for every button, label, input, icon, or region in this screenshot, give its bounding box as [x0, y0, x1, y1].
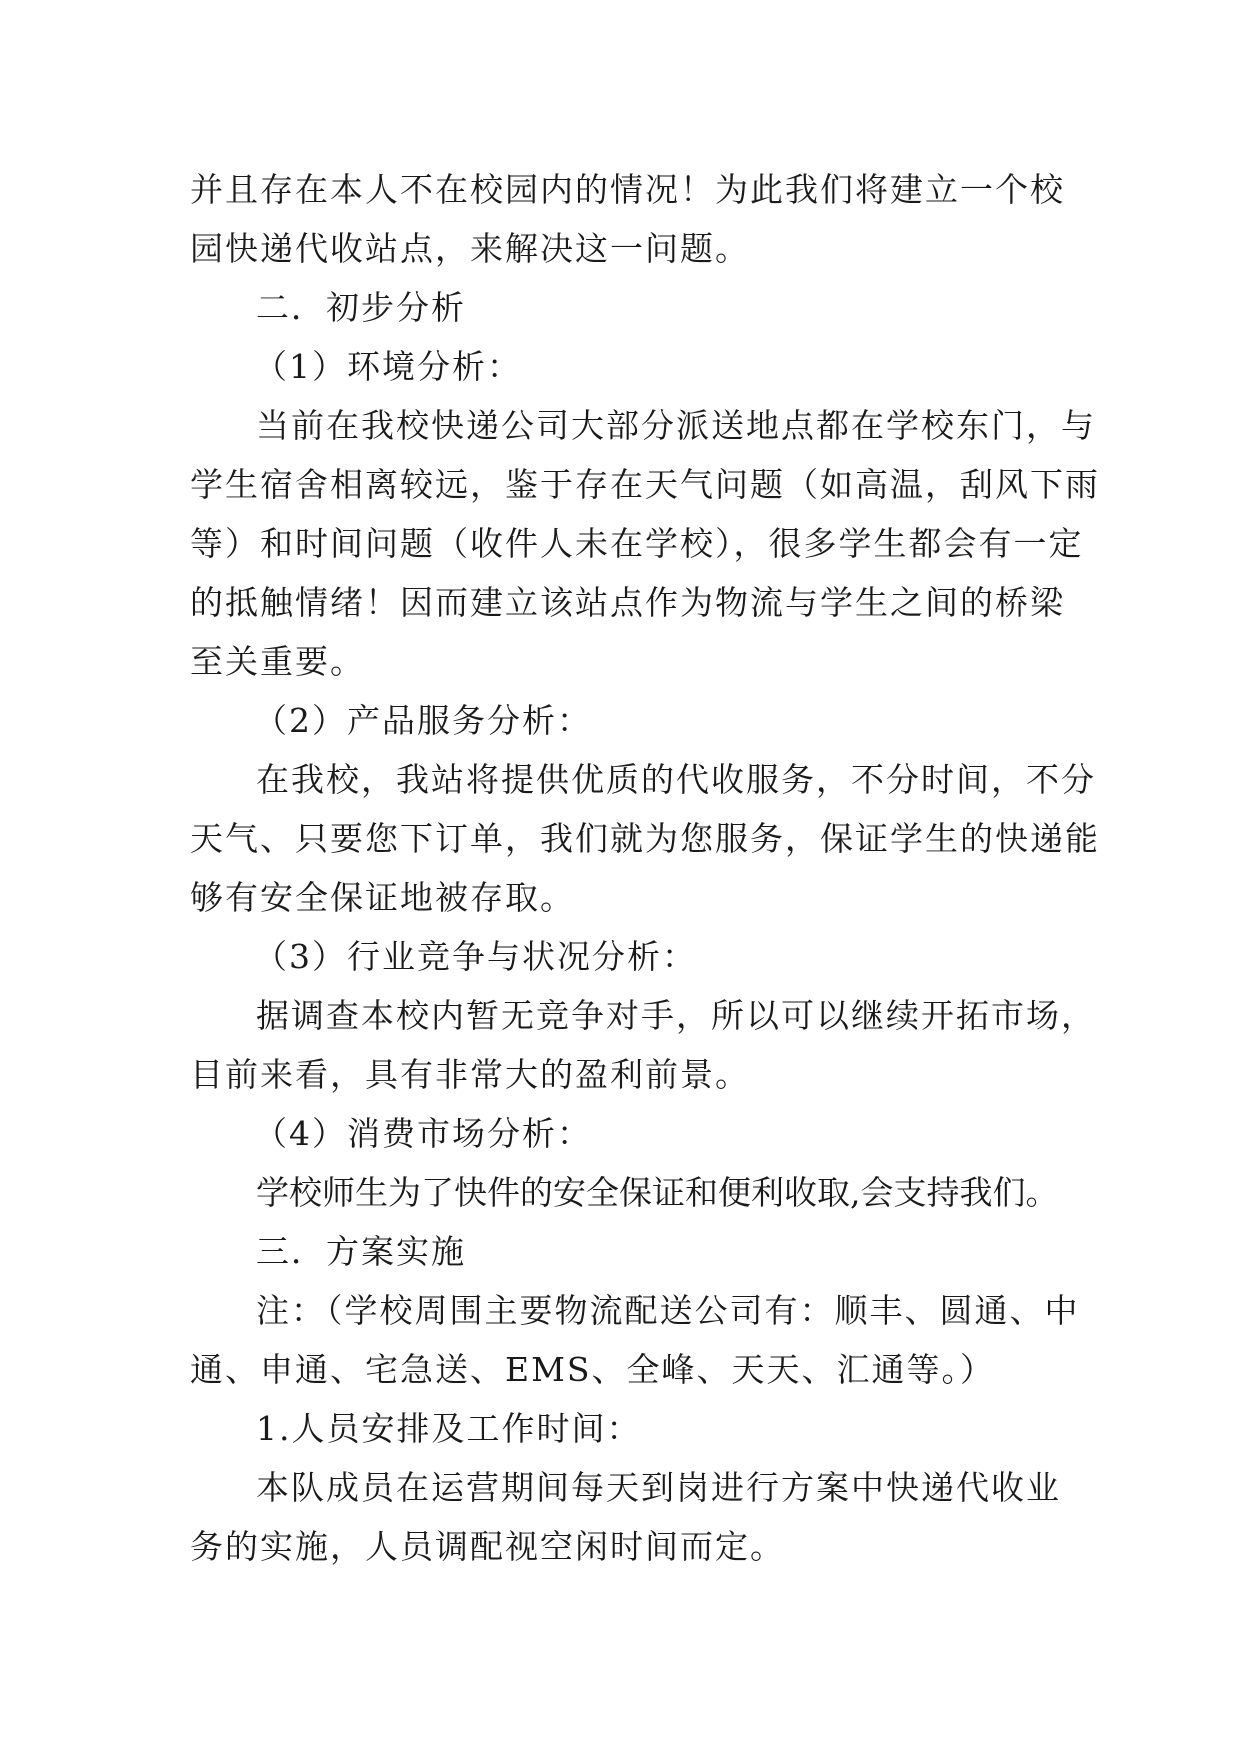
section-heading-analysis: 二．初步分析 [256, 288, 466, 327]
paragraph-line: 天气、只要您下订单，我们就为您服务，保证学生的快递能 [190, 819, 1100, 858]
paragraph-line: 至关重要。 [190, 642, 365, 681]
subsection-heading-staffing: 1.人员安排及工作时间： [256, 1409, 642, 1448]
paragraph-line: 当前在我校快递公司大部分派送地点都在学校东门，与 [256, 406, 1096, 445]
paragraph-line: 本队成员在运营期间每天到岗进行方案中快递代收业 [256, 1468, 1061, 1507]
subsection-heading-environment: （1）环境分析： [254, 347, 522, 386]
paragraph-line: 园快递代收站点，来解决这一问题。 [190, 229, 750, 268]
paragraph-line: 够有安全保证地被存取。 [190, 878, 575, 917]
section-heading-implementation: 三．方案实施 [256, 1232, 466, 1271]
paragraph-line: 据调查本校内暂无竞争对手，所以可以继续开拓市场， [256, 996, 1096, 1035]
subsection-heading-product-service: （2）产品服务分析： [254, 701, 592, 740]
paragraph-line: 注：（学校周围主要物流配送公司有：顺丰、圆通、中 [256, 1291, 1080, 1330]
document-body [190, 160, 1100, 1576]
paragraph-line: 在我校，我站将提供优质的代收服务，不分时间，不分 [256, 760, 1096, 799]
paragraph-line: 务的实施，人员调配视空闲时间而定。 [190, 1527, 785, 1566]
paragraph-line: 等）和时间问题（收件人未在学校），很多学生都会有一定 [190, 524, 1084, 563]
paragraph-line: 的抵触情绪！因而建立该站点作为物流与学生之间的桥梁 [190, 583, 1065, 622]
subsection-heading-competition: （3）行业竞争与状况分析： [254, 937, 697, 976]
paragraph-line: 学校师生为了快件的安全保证和便利收取,会支持我们。 [256, 1173, 1059, 1212]
subsection-heading-consumer-market: （4）消费市场分析： [254, 1114, 592, 1153]
paragraph-line: 目前来看，具有非常大的盈利前景。 [190, 1055, 750, 1094]
paragraph-line: 并且存在本人不在校园内的情况！为此我们将建立一个校 [190, 170, 1065, 209]
paragraph-line: 通、申通、宅急送、EMS、全峰、天天、汇通等。） [190, 1350, 995, 1389]
paragraph-line: 学生宿舍相离较远，鉴于存在天气问题（如高温，刮风下雨 [190, 465, 1100, 504]
